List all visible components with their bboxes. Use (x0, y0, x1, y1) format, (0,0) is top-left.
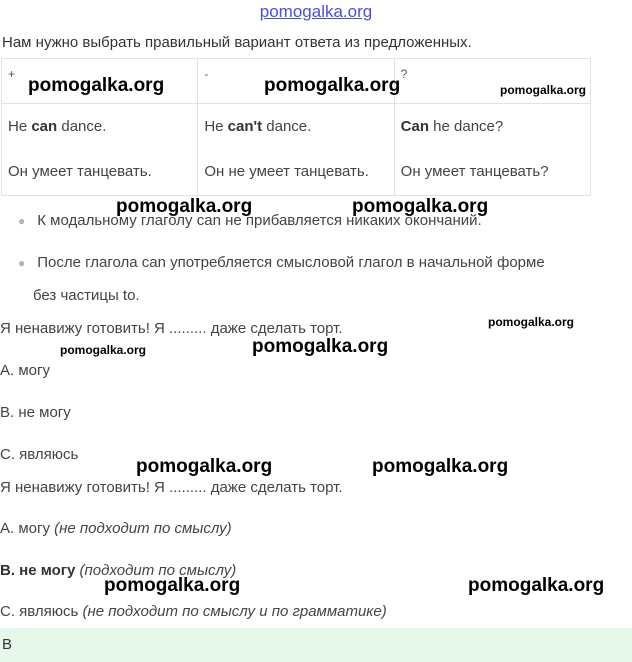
answer-box (0, 628, 632, 662)
watermark: pomogalka.org (28, 75, 165, 96)
watermark: pomogalka.org (468, 575, 605, 596)
table-cell-ru-question: Он умеет танцевать? (394, 148, 590, 196)
watermark: pomogalka.org (136, 456, 273, 477)
table-header-negative: - (198, 59, 394, 104)
table-cell-ru-negative: Он не умеет танцевать. (198, 148, 394, 196)
table-cell-en-question: Can he dance? (394, 104, 590, 149)
question-text: Я ненавижу готовить! Я ......... даже сделать торт. (0, 320, 343, 337)
intro-text: Нам нужно выбрать правильный вариант ответа из предложенных. (2, 34, 472, 51)
table-cell-en-positive: He can dance. (2, 104, 198, 149)
table-header-positive: + (2, 59, 198, 104)
explained-option-a: A. могу (не подходит по смыслу) (0, 520, 232, 537)
explained-option-c: C. являюсь (не подходит по смыслу и по грамматике) (0, 603, 387, 620)
rule-item: ● После глагола can употребляется смысловой глагол в начальной форме (18, 254, 545, 271)
watermark: pomogalka.org (264, 75, 401, 96)
bullet-icon: ● (18, 256, 26, 270)
bullet-icon: ● (18, 214, 26, 228)
answer-text: B (2, 636, 13, 653)
rule-item: ● К модальному глаголу can не прибавляется никаких окончаний. (18, 212, 482, 229)
watermark: pomogalka.org (352, 196, 489, 217)
watermark: pomogalka.org (500, 83, 587, 97)
watermark: pomogalka.org (372, 456, 509, 477)
site-title-link[interactable]: pomogalka.org (259, 2, 373, 21)
question-repeat-text: Я ненавижу готовить! Я ......... даже сделать торт. (0, 479, 343, 496)
watermark: pomogalka.org (252, 336, 389, 357)
table-cell-en-negative: He can't dance. (198, 104, 394, 149)
table-cell-ru-positive: Он умеет танцевать. (2, 148, 198, 196)
rule-item-continuation: без частицы to. (33, 287, 140, 304)
watermark: pomogalka.org (488, 315, 575, 329)
table-header-question: ? (394, 59, 590, 104)
option-c: C. являюсь (0, 446, 79, 463)
watermark: pomogalka.org (116, 196, 253, 217)
explained-option-b: B. не могу (подходит по смыслу) (0, 562, 237, 579)
watermark: pomogalka.org (104, 575, 241, 596)
option-b: B. не могу (0, 404, 71, 421)
watermark: pomogalka.org (60, 343, 147, 357)
option-a: A. могу (0, 362, 50, 379)
